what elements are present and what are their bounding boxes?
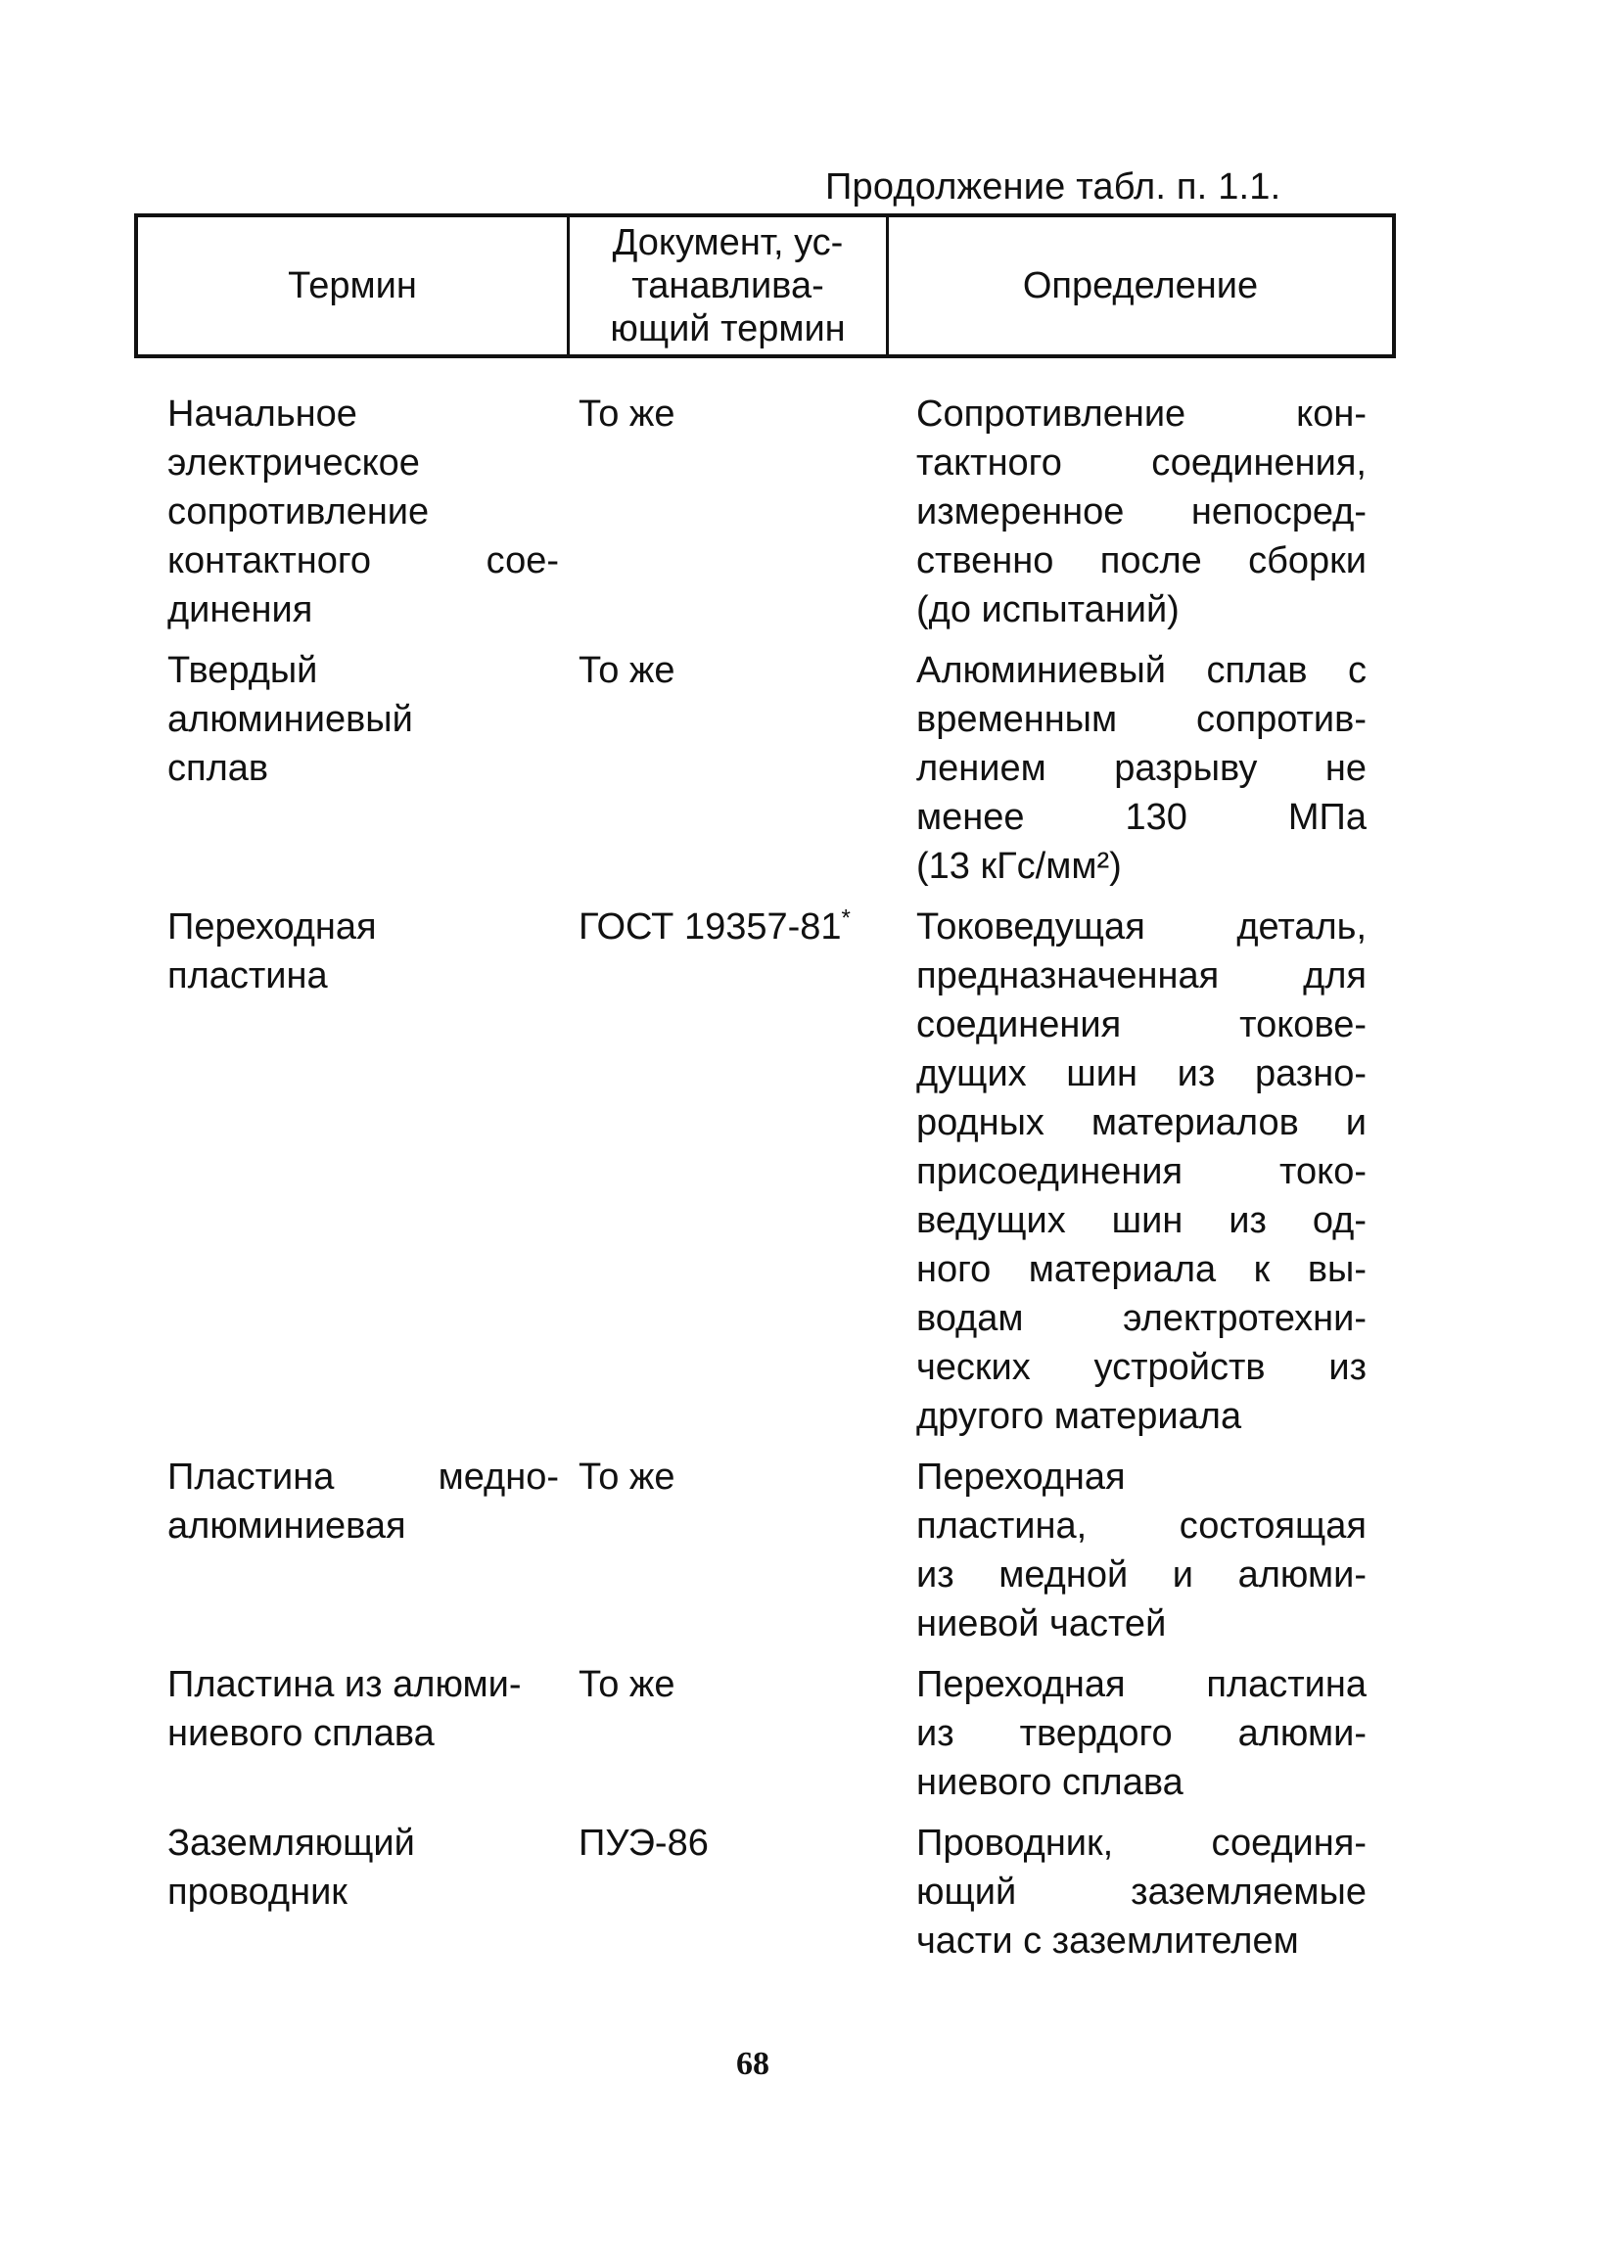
definition-cell [916,390,1367,634]
definition-cell [916,1453,1367,1648]
document-cell [579,390,916,634]
document-cell [579,646,916,891]
term-line: проводник [167,1872,348,1913]
table-caption: Продолжение табл. п. 1.1. [825,166,1281,208]
definition-line: части с заземлителем [916,1921,1299,1962]
definition-line: ного материала к вы- [916,1249,1367,1290]
header-document-line: Документ, ус- [612,222,844,263]
term-line: электрическое [167,442,420,484]
definition-line: ведущих шин из од- [916,1200,1367,1241]
definition-line: (до испытаний) [916,589,1180,630]
definition-line: Сопротивление кон- [916,393,1367,435]
term-cell [167,1660,579,1807]
term-line: Начальное [167,393,357,435]
table-body [167,390,1367,1977]
term-cell [167,646,579,891]
page-number: 68 [736,2046,769,2082]
definition-line: другого материала [916,1396,1242,1437]
definition-line: временным сопротив- [916,699,1367,740]
term-line: алюминиевая [167,1505,406,1547]
term-line: Твердый [167,650,318,691]
term-cell [167,1819,579,1966]
definition-line: предназначенная для [916,955,1367,996]
table-row [167,1453,1367,1648]
definition-line: присоединения токо- [916,1151,1367,1192]
definition-line: ческих устройств из [916,1347,1367,1388]
definition-line: из твердого алюми- [916,1713,1367,1754]
definition-line: Переходная пластина [916,1664,1367,1705]
definition-line: родных материалов и [916,1102,1367,1143]
definition-cell [916,1660,1367,1807]
definition-line: Переходная [916,1457,1126,1498]
term-line: Переходная [167,906,377,948]
definition-line: менее 130 МПа [916,797,1367,838]
header-definition: Определение [886,217,1392,354]
table-row [167,390,1367,634]
term-line: пластина [167,955,328,996]
document-cell [579,1819,916,1966]
term-line: Пластина из алюми- [167,1664,522,1705]
term-line: Пластина медно- [167,1457,559,1498]
term-line: динения [167,589,313,630]
definition-line: лением разрыву не [916,748,1367,789]
definition-line: водам электротехни- [916,1298,1367,1339]
document-cell [579,1453,916,1648]
definition-line: Алюминиевый сплав с [916,650,1367,691]
document-text: То же [579,1457,675,1498]
table-row [167,903,1367,1441]
document-text: То же [579,650,675,691]
header-document-line: танавлива- [631,265,824,306]
definition-cell [916,903,1367,1441]
document-text: То же [579,393,675,435]
table-row [167,1819,1367,1966]
definition-line: ющий заземляемые [916,1872,1367,1913]
header-document [567,217,886,354]
term-line: сплав [167,748,269,789]
document-text: То же [579,1664,675,1705]
definition-cell [916,1819,1367,1966]
definition-line: из медной и алюми- [916,1554,1367,1596]
header-document-line: ющий термин [610,308,846,349]
definition-line: (13 кГс/мм²) [916,846,1122,887]
term-line: Заземляющий [167,1823,415,1864]
definition-line: дущих шин из разно- [916,1053,1367,1094]
definition-line: ственно после сборки [916,540,1367,581]
document-text: ПУЭ-86 [579,1823,709,1864]
document-cell [579,1660,916,1807]
definition-line: ниевой частей [916,1603,1167,1644]
term-line: ниевого сплава [167,1713,435,1754]
document-text: ГОСТ 19357-81 [579,906,842,948]
definition-line: соединения токове- [916,1004,1367,1045]
header-term: Термин [288,265,417,306]
table-row [167,646,1367,891]
definition-line: Проводник, соединя- [916,1823,1367,1864]
term-line: контактного сое- [167,540,559,581]
term-cell [167,903,579,1441]
definition-line: тактного соединения, [916,442,1367,484]
document-cell [579,903,916,1441]
term-line: алюминиевый [167,699,413,740]
footnote-marker: * [841,904,851,932]
table-row [167,1660,1367,1807]
definition-line: измеренное непосред- [916,491,1367,532]
definition-cell [916,646,1367,891]
definition-line: ниевого сплава [916,1762,1183,1803]
definition-line: Токоведущая деталь, [916,906,1367,948]
term-cell [167,390,579,634]
term-cell [167,1453,579,1648]
definition-line: пластина, состоящая [916,1505,1367,1547]
table-header [134,213,1396,358]
term-line: сопротивление [167,491,430,532]
